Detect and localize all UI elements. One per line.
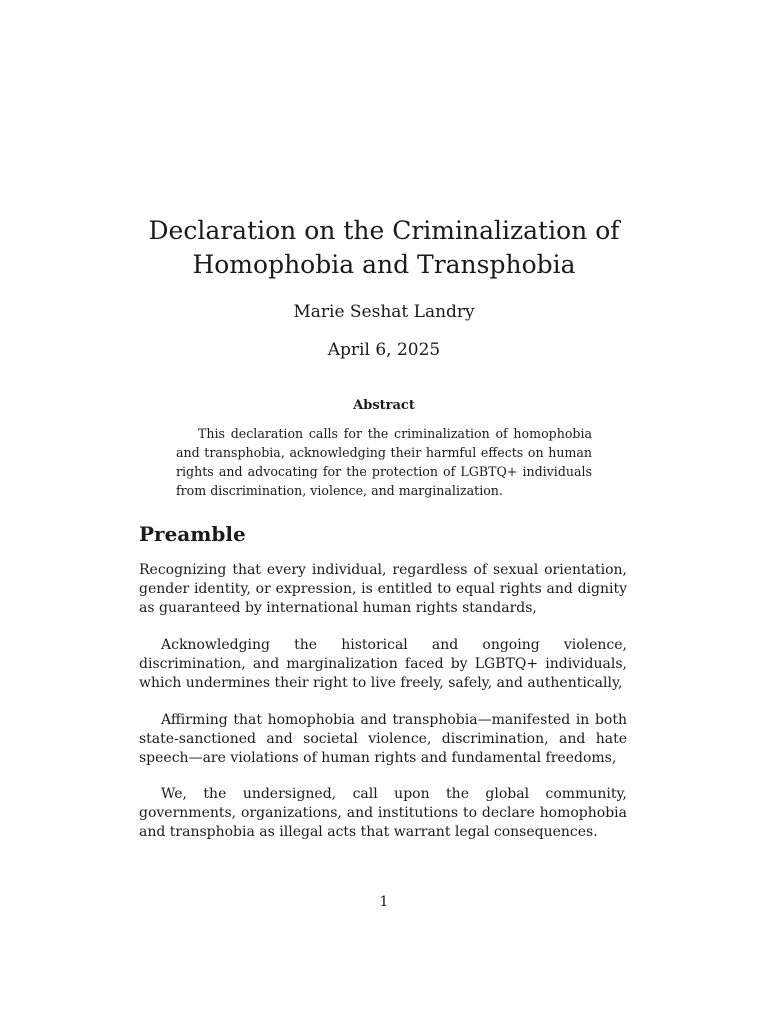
paragraph: Affirming that homophobia and transphobia—manifested in both state-sanctioned and societal violence, discrimination, and hate speech—are violations of human rights and fundamental freedoms,: [139, 712, 627, 766]
document-title: [0, 214, 768, 282]
section-heading: Preamble: [139, 522, 246, 546]
paragraph: Acknowledging the historical and ongoing violence, discrimination, and marginalization faced by LGBTQ+ individuals, which undermines their right to live freely, safely, and authentically,: [139, 637, 627, 691]
title-line-1: Declaration on the Criminalization of: [148, 216, 620, 245]
page-number: 1: [379, 894, 389, 910]
document-date: April 6, 2025: [327, 340, 441, 360]
title-line-2: Homophobia and Transphobia: [192, 250, 576, 279]
paragraph: Recognizing that every individual, regardless of sexual orientation, gender identity, or expression, is entitled to equal rights and dignity as guaranteed by international human rights standards,: [139, 562, 627, 616]
abstract-heading: Abstract: [353, 398, 415, 413]
abstract-body: This declaration calls for the criminalization of homophobia and transphobia, acknowledging their harmful effects on human rights and advocating for the protection of LGBTQ+ individuals from discrimination, violence, and marginalization.: [176, 426, 592, 498]
author-name: Marie Seshat Landry: [293, 302, 475, 322]
paragraph: We, the undersigned, call upon the global community, governments, organizations, and institutions to declare homophobia and transphobia as illegal acts that warrant legal consequences.: [139, 786, 627, 840]
